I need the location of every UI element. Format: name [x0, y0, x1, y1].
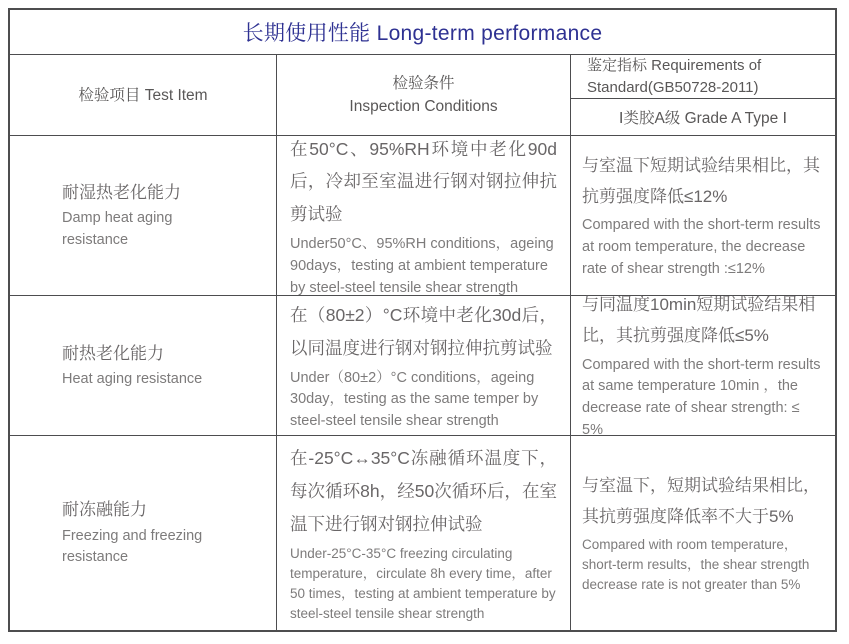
cell-test-item — [10, 136, 276, 295]
header-requirements-group — [570, 55, 835, 136]
cell-test-item — [10, 296, 276, 435]
test-item-en: Damp heat aging resistance — [62, 210, 173, 249]
table-row-damp-heat-aging — [10, 135, 835, 295]
cell-inspection-condition — [276, 136, 570, 295]
condition-en: Under（80±2）°C conditions，ageing 30day，testing as the same temper by steel-steel tensile shear strength — [290, 369, 539, 430]
cell-requirement — [570, 436, 835, 630]
test-item-en: Freezing and freezing resistance — [62, 527, 203, 566]
test-item-en: Heat aging resistance — [62, 371, 203, 388]
header-test-item: 检验项目 Test Item — [78, 86, 208, 104]
header-inspection-conditions-en: Inspection Conditions — [349, 98, 498, 116]
requirement-zh: 与同温度10min短期试验结果相比，其抗剪强度降低≤5% — [582, 295, 816, 345]
header-requirements: 鉴定指标 Requirements of Standard(GB50728-2011) — [587, 56, 762, 96]
cell-test-item — [10, 436, 276, 630]
header-inspection-conditions-zh: 检验条件 — [392, 74, 455, 92]
condition-zh: 在-25°C↔35°C冻融循环温度下，每次循环8h，经50次循环后，在室温下进行钢对钢拉伸试验 — [290, 448, 557, 535]
header-inspection-conditions — [276, 55, 570, 136]
performance-table — [8, 8, 837, 632]
condition-en: Under-25°C-35°C freezing circulating temperature，circulate 8h every time，after 50 times，testing at ambient temperature by steel-steel tensile shear strength — [290, 546, 556, 622]
condition-zh: 在50°C、95%RH环境中老化90d后，冷却至室温进行钢对钢拉伸抗剪试验 — [290, 138, 557, 225]
requirement-zh: 与室温下短期试验结果相比，其抗剪强度降低≤12% — [582, 156, 820, 206]
requirement-en: Compared with the short-term results at room temperature, the decrease rate of shear strength :≤12% — [582, 217, 821, 277]
requirement-zh: 与室温下，短期试验结果相比，其抗剪强度降低率不大于5% — [582, 476, 820, 526]
requirement-en: Compared with room temperature，short-term results，the shear strength decrease rate is not greater than 5% — [582, 537, 810, 593]
requirement-en: Compared with the short-term results at same temperature 10min ，the decrease rate of shear strength: ≤ 5% — [582, 356, 821, 438]
table-row-heat-aging — [10, 295, 835, 438]
condition-en: Under50°C、95%RH conditions，ageing 90days，testing at ambient temperature by steel-steel tensile shear strength — [290, 236, 554, 296]
cell-inspection-condition — [276, 436, 570, 630]
cell-requirement — [570, 295, 835, 438]
test-item-zh: 耐冻融能力 — [62, 500, 147, 520]
table-row-freezing — [10, 435, 835, 630]
cell-inspection-condition — [276, 296, 570, 435]
table-title: 长期使用性能 Long-term performance — [242, 21, 603, 45]
test-item-zh: 耐湿热老化能力 — [62, 182, 181, 202]
test-item-zh: 耐热老化能力 — [62, 343, 164, 363]
header-grade-type: Ⅰ类胶A级 Grade A Type Ⅰ — [571, 98, 835, 135]
cell-requirement — [570, 136, 835, 295]
header-row — [10, 54, 835, 136]
condition-zh: 在（80±2）°C环境中老化30d后，以同温度进行钢对钢拉伸抗剪试验 — [290, 304, 557, 358]
